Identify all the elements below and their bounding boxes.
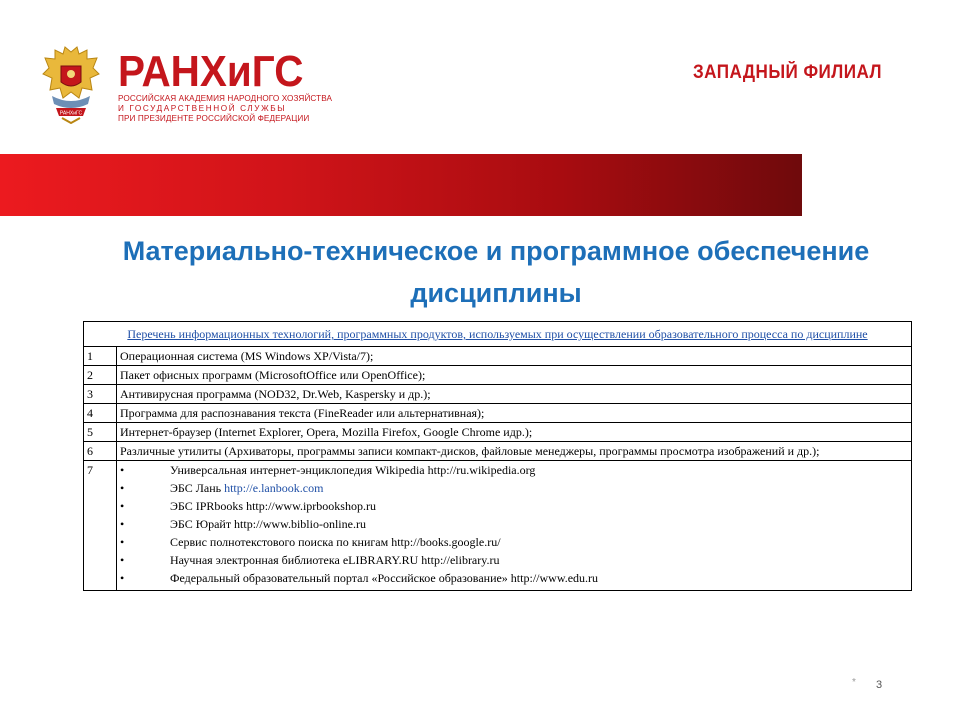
resources-cell xyxy=(117,461,912,591)
table-header-cell[interactable]: Перечень информационных технологий, программных продуктов, используемых при осуществлении образовательного процесса по дисциплине xyxy=(84,322,912,347)
row-number: 5 xyxy=(84,423,117,442)
academy-emblem-icon xyxy=(42,46,100,124)
row-text: Интернет-браузер (Internet Explorer, Opera, Mozilla Firefox, Google Chrome идр.); xyxy=(117,423,912,442)
row-number: 7 xyxy=(84,461,117,591)
row-number: 2 xyxy=(84,366,117,385)
list-item xyxy=(120,497,908,515)
table-row xyxy=(84,366,912,385)
table-row xyxy=(84,442,912,461)
footer-dot: * xyxy=(852,677,856,688)
row-text: Различные утилиты (Архиваторы, программы записи компакт-дисков, файловые менеджеры, программы просмотра изображений и др.); xyxy=(117,442,912,461)
table-row xyxy=(84,385,912,404)
bullet: • xyxy=(120,535,125,549)
logo-subtitle-line-1: РОССИЙСКАЯ АКАДЕМИЯ НАРОДНОГО ХОЗЯЙСТВА xyxy=(118,94,333,103)
bullet: • xyxy=(120,571,125,585)
decorative-red-banner xyxy=(0,154,802,216)
list-item xyxy=(120,515,908,533)
row-number: 6 xyxy=(84,442,117,461)
lanbook-link[interactable]: http://e.lanbook.com xyxy=(224,481,324,495)
resource-text: ЭБС IPRbooks http://www.iprbookshop.ru xyxy=(170,499,376,513)
bullet: • xyxy=(120,517,125,531)
row-text: Операционная система (MS Windows XP/Vista/7); xyxy=(117,347,912,366)
bullet: • xyxy=(120,481,125,495)
branch-name: ЗАПАДНЫЙ ФИЛИАЛ xyxy=(693,62,882,83)
logo-title: РАНХиГС xyxy=(118,47,304,96)
table-row xyxy=(84,461,912,591)
list-item xyxy=(120,569,908,587)
row-text: Пакет офисных программ (MicrosoftOffice или OpenOffice); xyxy=(117,366,912,385)
emblem-label: РАНХиГС xyxy=(59,110,83,117)
list-item xyxy=(120,461,908,479)
bullet: • xyxy=(120,463,125,477)
row-text: Антивирусная программа (NOD32, Dr.Web, Kaspersky и др.); xyxy=(117,385,912,404)
table-row xyxy=(84,347,912,366)
slide-title-line-2: дисциплины xyxy=(410,278,582,308)
list-item xyxy=(120,533,908,551)
resource-text: Универсальная интернет-энциклопедия Wikipedia http://ru.wikipedia.org xyxy=(170,463,536,477)
resource-text: ЭБС Юрайт http://www.biblio-online.ru xyxy=(170,517,366,531)
software-table xyxy=(83,321,912,591)
table-header-row xyxy=(84,322,912,347)
slide-title xyxy=(40,230,952,314)
list-item xyxy=(120,551,908,569)
resources-list xyxy=(120,461,908,587)
resource-text: ЭБС Лань xyxy=(170,481,225,495)
resource-text: Сервис полнотекстового поиска по книгам http://books.google.ru/ xyxy=(170,535,501,549)
resource-text: Федеральный образовательный портал «Российское образование» http://www.edu.ru xyxy=(170,571,599,585)
bullet: • xyxy=(120,553,125,567)
list-item xyxy=(120,479,908,497)
row-number: 1 xyxy=(84,347,117,366)
logo-subtitle-line-2: И ГОСУДАРСТВЕННОЙ СЛУЖБЫ xyxy=(118,104,287,113)
page-number: 3 xyxy=(876,679,883,691)
resource-text: Научная электронная библиотека eLIBRARY.RU http://elibrary.ru xyxy=(170,553,500,567)
bullet: • xyxy=(120,499,125,513)
table-row xyxy=(84,423,912,442)
logo-wordmark xyxy=(118,47,333,124)
slide-title-line-1: Материально-техническое и программное обеспечение xyxy=(122,236,870,266)
row-number: 3 xyxy=(84,385,117,404)
logo-subtitle-line-3: ПРИ ПРЕЗИДЕНТЕ РОССИЙСКОЙ ФЕДЕРАЦИИ xyxy=(118,114,310,123)
table-row xyxy=(84,404,912,423)
row-number: 4 xyxy=(84,404,117,423)
row-text: Программа для распознавания текста (FineReader или альтернативная); xyxy=(117,404,912,423)
